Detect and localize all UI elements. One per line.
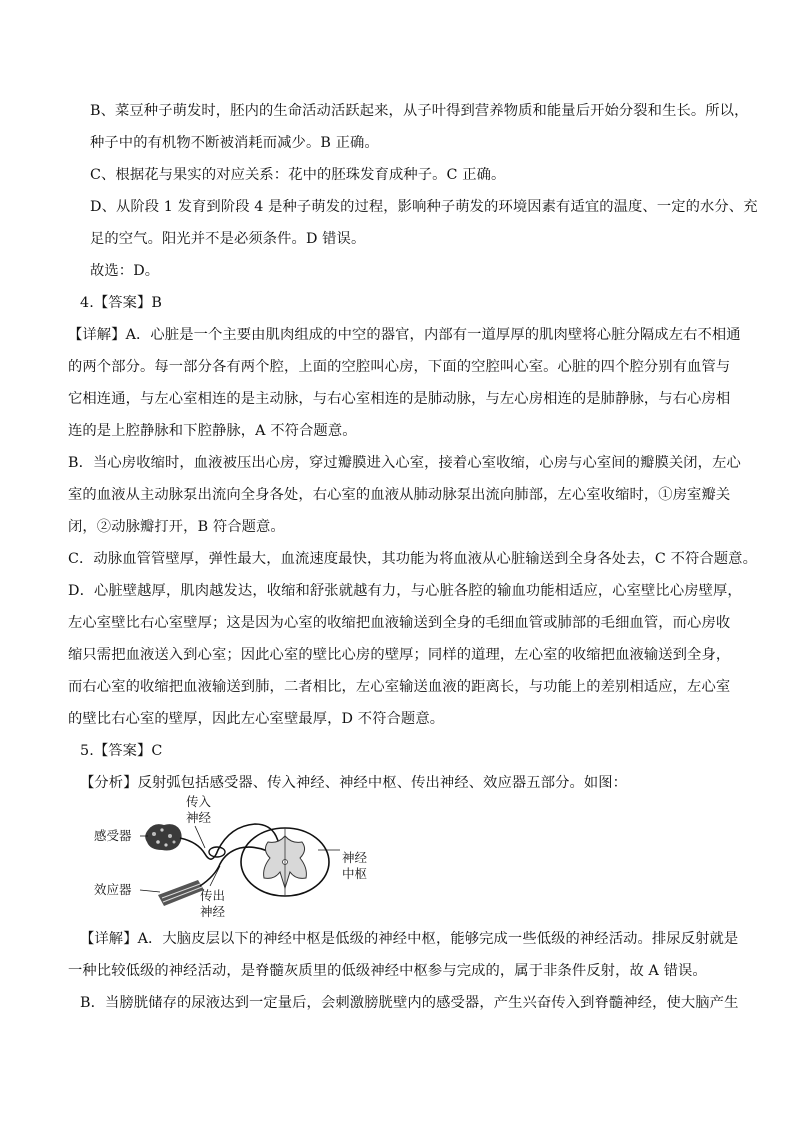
text-line: 【详解】A．心脏是一个主要由肌肉组成的中空的器官，内部有一道厚厚的肌肉壁将心脏分隔成左右不相通 <box>68 327 741 343</box>
text-line: 它相连通，与左心室相连的是主动脉，与右心室相连的是肺动脉，与左心房相连的是肺静脉，与右心房相 <box>68 391 731 407</box>
effector-illustration <box>158 880 204 906</box>
reflex-arc-figure <box>80 792 380 922</box>
receptor-label: 感受器 <box>94 828 132 843</box>
text-line: 闭，②动脉瓣打开，B 符合题意。 <box>68 519 285 535</box>
text-line: B、菜豆种子萌发时，胚内的生命活动活跃起来，从子叶得到营养物质和能量后开始分裂和生长。所以， <box>90 103 749 119</box>
text-line: 而右心室的收缩把血液输送到肺，二者相比，左心室输送血液的距离长，与功能上的差别相适应，左心室 <box>68 679 731 695</box>
afferent-label-2: 神经 <box>186 810 212 825</box>
text-line: 的壁比右心室的壁厚，因此左心室壁最厚，D 不符合题意。 <box>68 711 445 727</box>
text-line: 左心室壁比右心室壁厚；这是因为心室的收缩把血液输送到全身的毛细血管或肺部的毛细血管，而心房收 <box>68 615 731 631</box>
text-line: 缩只需把血液送入到心室；因此心室的壁比心房的壁厚；同样的道理，左心室的收缩把血液输送到全身， <box>68 647 731 663</box>
text-line: 【分析】反射弧包括感受器、传入神经、神经中枢、传出神经、效应器五部分。如图： <box>80 775 628 791</box>
answer-heading: 4.【答案】B <box>80 295 163 311</box>
spinal-cord-illustration <box>241 828 329 896</box>
text-line: 的两个部分。每一部分各有两个腔，上面的空腔叫心房，下面的空腔叫心室。心脏的四个腔分别有血管与 <box>68 359 731 375</box>
text-line: 连的是上腔静脉和下腔静脉，A 不符合题意。 <box>68 423 357 439</box>
center-label-1: 神经 <box>342 850 368 865</box>
text-line: D、从阶段 1 发育到阶段 4 是种子萌发的过程，影响种子萌发的环境因素有适宜的温度、一定的水分、充 <box>90 199 758 215</box>
text-line: 一种比较低级的神经活动，是脊髓灰质里的低级神经中枢参与完成的，属于非条件反射，故 A 错误。 <box>68 963 707 979</box>
leader-line <box>140 890 160 892</box>
text-line: B．当膀胱储存的尿液达到一定量后，会刺激膀胱壁内的感受器，产生兴奋传入到脊髓神经，使大脑产生 <box>80 995 739 1011</box>
center-label-2: 中枢 <box>342 866 368 881</box>
text-line: 室的血液从主动脉泵出流向全身各处，右心室的血液从肺动脉泵出流向肺部，左心室收缩时，①房室瓣关 <box>68 487 731 503</box>
text-line: 足的空气。阳光并不是必须条件。D 错误。 <box>90 231 366 247</box>
afferent-label-1: 传入 <box>186 794 212 809</box>
receptor-illustration <box>145 824 181 850</box>
efferent-label-1: 传出 <box>200 888 226 903</box>
effector-label: 效应器 <box>94 882 132 897</box>
text-line: C、根据花与果实的对应关系：花中的胚珠发育成种子。C 正确。 <box>90 167 506 183</box>
text-line: 故选：D。 <box>90 263 160 279</box>
text-line: D．心脏壁越厚，肌肉越发达，收缩和舒张就越有力，与心脏各腔的输血功能相适应，心室壁比心房壁厚， <box>68 583 742 599</box>
efferent-label-2: 神经 <box>200 904 226 919</box>
answer-heading: 5.【答案】C <box>80 743 163 759</box>
text-line: C．动脉血管管壁厚，弹性最大，血流速度最快，其功能为将血液从心脏输送到全身各处去，C 不符合题意。 <box>68 551 757 567</box>
reflex-arc-diagram <box>80 792 380 922</box>
text-line: B．当心房收缩时，血液被压出心房，穿过瓣膜进入心室，接着心室收缩，心房与心室间的瓣膜关闭，左心 <box>68 455 741 471</box>
text-line: 【详解】A．大脑皮层以下的神经中枢是低级的神经中枢，能够完成一些低级的神经活动。排尿反射就是 <box>80 931 739 947</box>
text-line: 种子中的有机物不断被消耗而减少。B 正确。 <box>90 135 379 151</box>
